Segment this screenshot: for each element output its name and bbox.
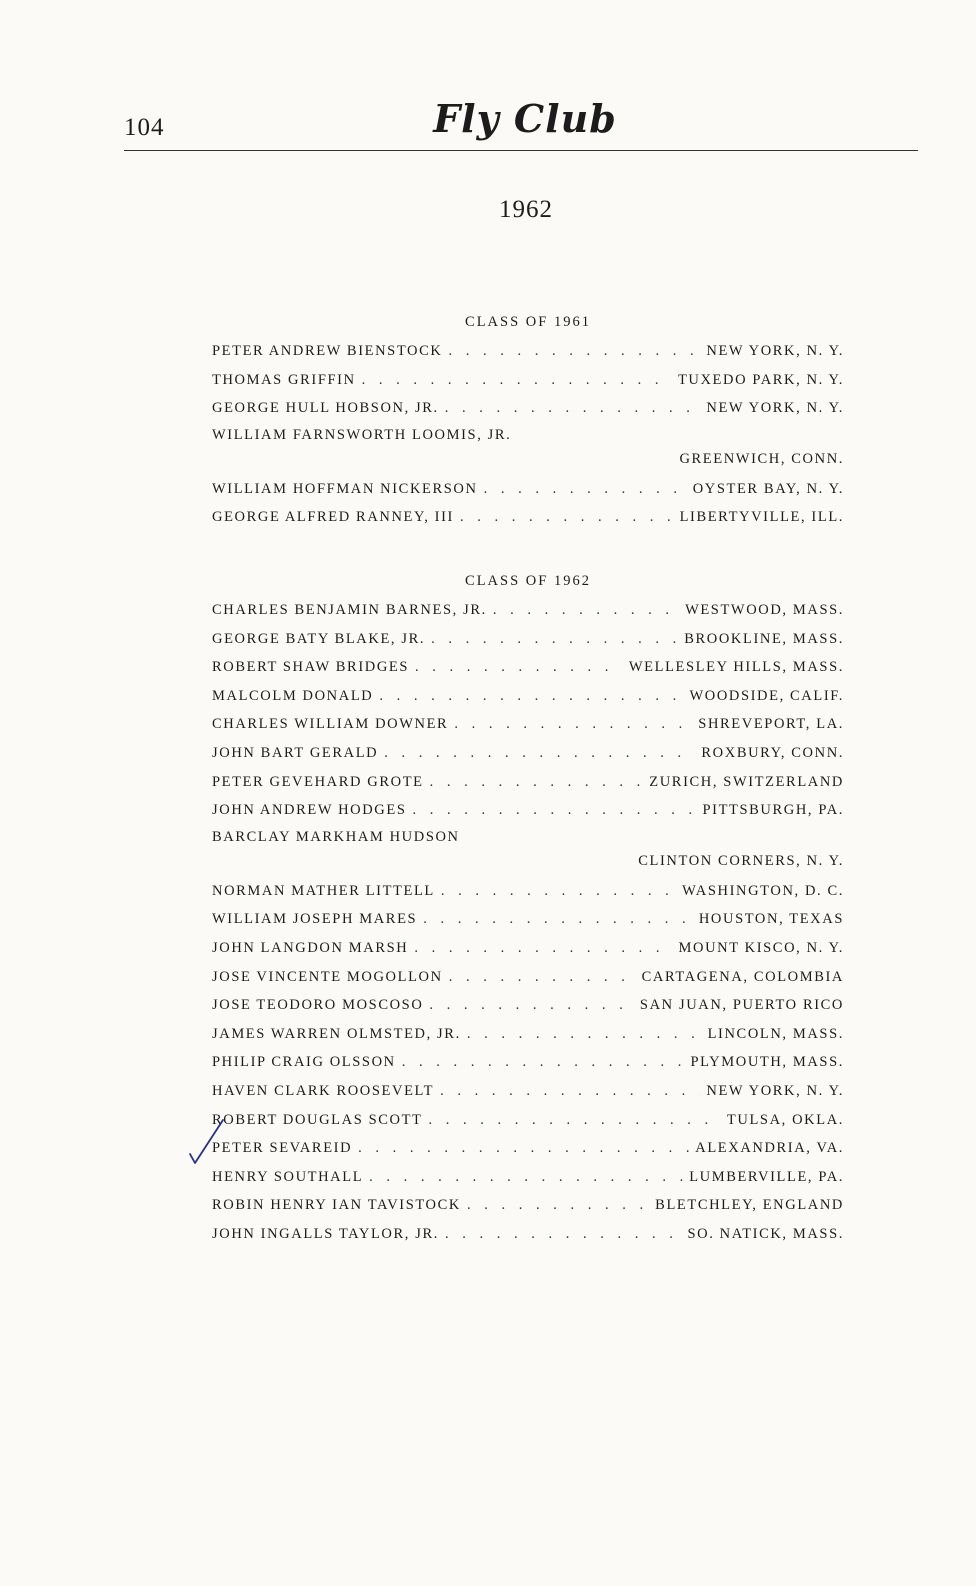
member-name: JOSE VINCENTE MOGOLLON [212,968,443,985]
member-place: CLINTON CORNERS, N. Y. [638,852,844,869]
list-item [212,1191,844,1220]
dot-leader [415,653,623,682]
member-name: PETER SEVAREID [212,1140,353,1157]
dot-leader [414,934,672,963]
member-place: WESTWOOD, MASS. [685,602,844,618]
member-name: GEORGE ALFRED RANNEY, III [212,509,454,526]
dot-leader [384,739,695,768]
class-1962-section [212,566,844,1248]
list-item [212,710,844,739]
list-item [212,934,844,963]
dot-leader [429,1106,721,1135]
dot-leader [460,503,674,532]
year-heading: 1962 [499,196,553,223]
dot-leader [362,366,672,395]
list-item [212,596,844,625]
member-name: ROBIN HENRY IAN TAVISTOCK [212,1197,461,1214]
dot-leader [379,682,683,711]
header-rule [124,150,918,151]
member-place: OYSTER BAY, N. Y. [692,480,844,497]
dot-leader [449,963,636,992]
list-item [212,991,844,1020]
list-item [212,503,844,532]
member-place: TULSA, OKLA. [726,1111,844,1128]
dot-leader [467,1191,649,1220]
list-item [212,653,844,682]
list-item [212,423,844,475]
list-item [212,877,844,906]
list-item [212,475,844,504]
member-place: SAN JUAN, PUERTO RICO [639,997,844,1014]
member-place: HOUSTON, TEXAS [698,911,844,928]
member-place: ALEXANDRIA, VA. [695,1140,844,1157]
dot-leader [445,1220,682,1249]
list-item [212,625,844,654]
member-name: HAVEN CLARK ROOSEVELT [212,1082,435,1099]
member-place: PITTSBURGH, PA. [702,802,844,819]
member-name: GEORGE BATY BLAKE, JR. [212,630,426,647]
member-place: CARTAGENA, COLOMBIA [641,968,844,985]
list-item [212,1163,844,1192]
list-item [212,1134,844,1163]
member-place: BROOKLINE, MASS. [684,630,844,647]
member-place: BLETCHLEY, ENGLAND [655,1197,844,1214]
dot-leader [423,905,693,934]
member-name: WILLIAM FARNSWORTH LOOMIS, JR. [212,426,512,443]
list-item [212,1020,844,1049]
dot-leader [412,796,696,825]
dot-leader [369,1163,683,1192]
dot-leader [430,768,644,797]
list-item [212,963,844,992]
dot-leader [448,337,700,366]
list-item [212,905,844,934]
member-name: GEORGE HULL HOBSON, JR. [212,400,439,417]
member-name: WILLIAM JOSEPH MARES [212,911,418,928]
member-place: PLYMOUTH, MASS. [690,1054,844,1071]
dot-leader [441,877,676,906]
running-title: Fly Club [433,96,617,141]
member-place: LIBERTYVILLE, ILL. [679,509,844,526]
member-place: ZURICH, SWITZERLAND [649,773,844,790]
list-item [212,796,844,825]
class-1961-section [212,307,844,532]
member-place: GREENWICH, CONN. [679,450,844,467]
member-place: LUMBERVILLE, PA. [689,1168,844,1185]
section-heading: CLASS OF 1962 [465,573,591,589]
list-item [212,394,844,423]
dot-leader [429,991,634,1020]
member-name: NORMAN MATHER LITTELL [212,882,435,899]
member-name: HENRY SOUTHALL [212,1168,364,1185]
member-place: TUXEDO PARK, N. Y. [677,371,844,388]
member-name: ROBERT DOUGLAS SCOTT [212,1111,423,1128]
member-name: JOHN LANGDON MARSH [212,939,409,956]
list-item [212,1220,844,1249]
dot-leader [454,710,692,739]
list-item [212,768,844,797]
member-name: PHILIP CRAIG OLSSON [212,1054,396,1071]
page-number: 104 [124,114,165,141]
section-heading: CLASS OF 1961 [465,314,591,330]
member-name: THOMAS GRIFFIN [212,371,356,388]
member-place: NEW YORK, N. Y. [706,1082,844,1099]
list-item [212,739,844,768]
member-place: SHREVEPORT, LA. [698,716,844,733]
list-item [212,682,844,711]
handwritten-checkmark-icon [186,1114,226,1170]
member-name: CHARLES WILLIAM DOWNER [212,716,449,733]
member-name: JOHN INGALLS TAYLOR, JR. [212,1225,439,1242]
member-name: ROBERT SHAW BRIDGES [212,659,410,676]
member-name: JOSE TEODORO MOSCOSO [212,997,424,1014]
member-name: JAMES WARREN OLMSTED, JR. [212,1025,461,1042]
member-name: JOHN ANDREW HODGES [212,802,407,819]
member-name: MALCOLM DONALD [212,687,374,704]
member-place: LINCOLN, MASS. [707,1025,844,1042]
list-item [212,1048,844,1077]
member-name: BARCLAY MARKHAM HUDSON [212,828,460,845]
member-place: WOODSIDE, CALIF. [689,687,844,704]
list-item [212,366,844,395]
member-place: NEW YORK, N. Y. [706,400,844,417]
dot-leader [445,394,701,423]
member-place: NEW YORK, N. Y. [706,343,844,359]
list-item [212,825,844,877]
list-item [212,337,844,366]
member-place: ROXBURY, CONN. [701,744,844,761]
member-place: MOUNT KISCO, N. Y. [678,939,844,956]
member-place: SO. NATICK, MASS. [687,1225,844,1242]
member-name: WILLIAM HOFFMAN NICKERSON [212,480,478,497]
dot-leader [493,596,679,625]
dot-leader [467,1020,702,1049]
dot-leader [440,1077,700,1106]
member-name: PETER ANDREW BIENSTOCK [212,343,443,359]
member-name: PETER GEVEHARD GROTE [212,773,424,790]
list-item [212,1106,844,1135]
dot-leader [402,1048,685,1077]
member-place: WASHINGTON, D. C. [682,882,844,899]
member-place: WELLESLEY HILLS, MASS. [628,659,844,676]
dot-leader [358,1134,689,1163]
dot-leader [431,625,678,654]
member-name: CHARLES BENJAMIN BARNES, JR. [212,602,487,618]
dot-leader [484,475,687,504]
member-name: JOHN BART GERALD [212,744,379,761]
list-item [212,1077,844,1106]
